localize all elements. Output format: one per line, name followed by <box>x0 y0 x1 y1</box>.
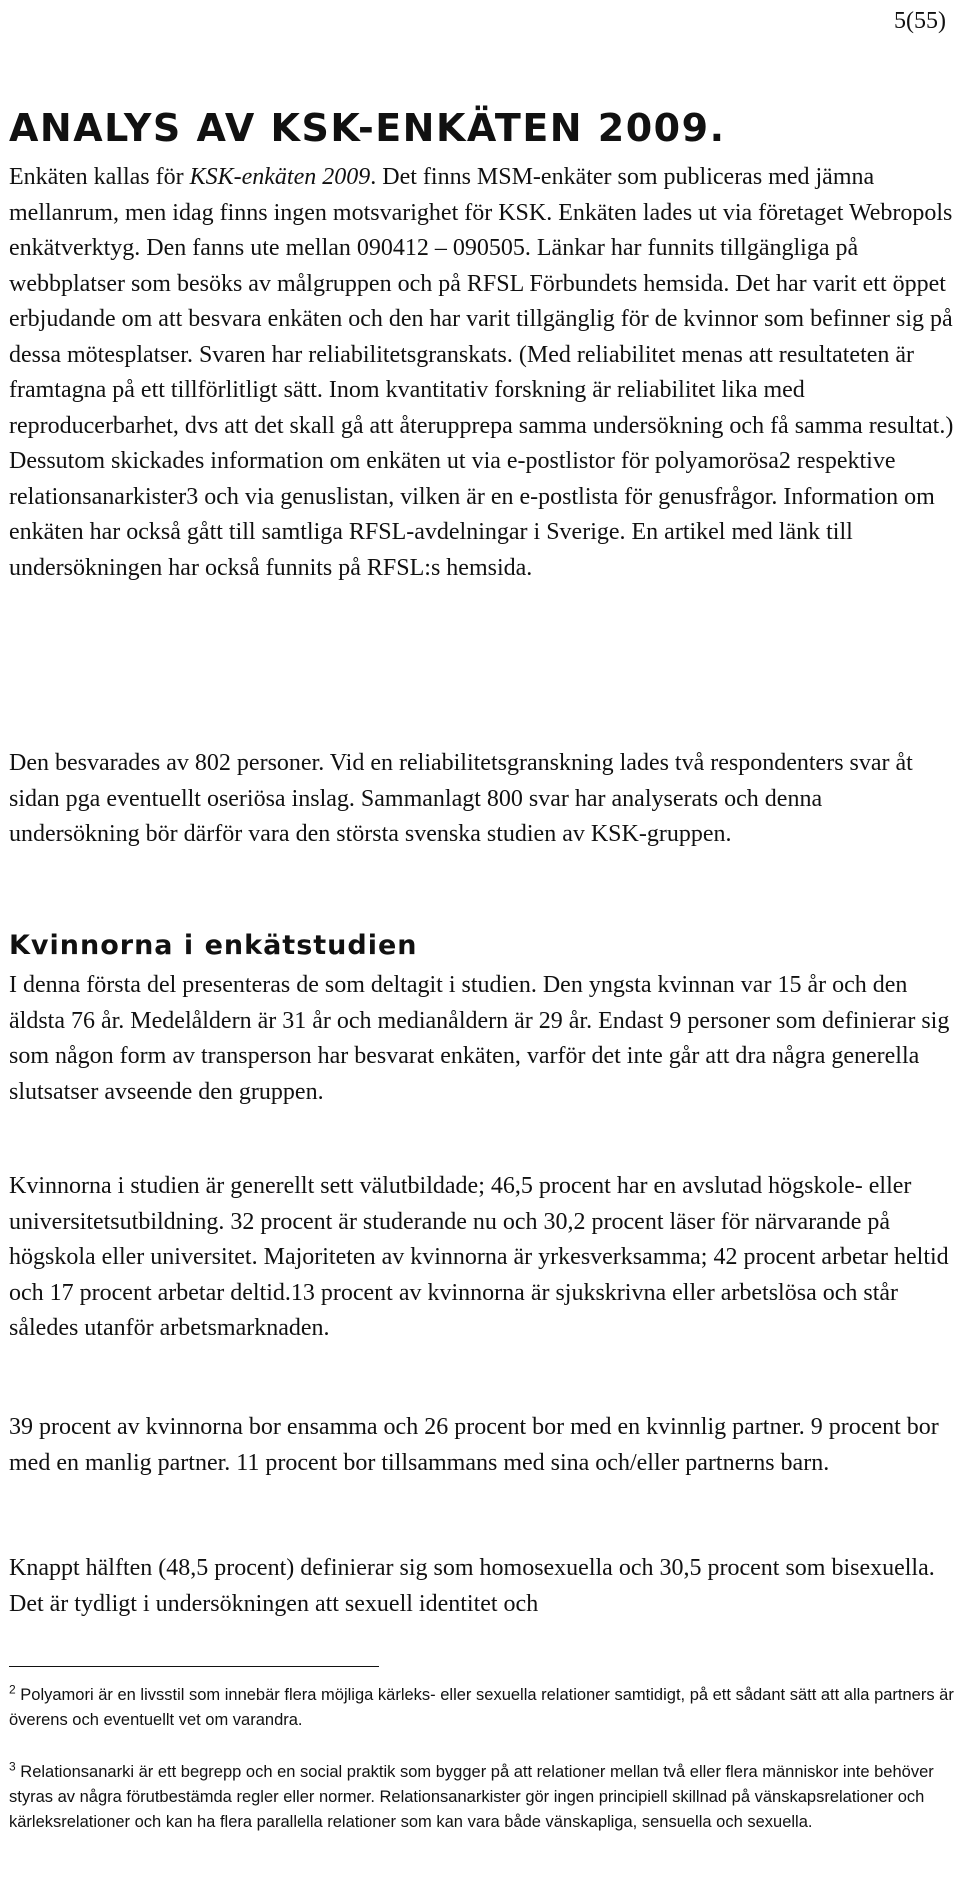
living-text: 39 procent av kvinnorna bor ensamma och 26 procent bor med en kvinnlig partner. 9 procent bor med en manlig partner. 11 procent bor tillsammans med sina och/eller partnerns barn. <box>9 1414 939 1476</box>
footnote-marker: 3 <box>9 1759 16 1774</box>
respondents-paragraph <box>9 746 957 853</box>
footnote-marker: 2 <box>9 1682 16 1697</box>
footnote-text: Polyamori är en livsstil som innebär flera möjliga kärleks- eller sexuella relationer samtidigt, på ett sådant sätt att alla partners är överens och eventuellt vet om varandra. <box>9 1686 954 1729</box>
section-paragraph-4 <box>9 1551 957 1622</box>
footnote-text: Relationsanarki är ett begrepp och en social praktik som bygger på att relationer mellan två eller flera människor inte behöver styras av några förutbestämda regler eller normer. Relationsanarkister gör ingen principiell skillnad på vänskapsrelationer och kärleksrelationer och kan ha flera parallella relationer som kan vara både vänskapliga, sensuella och sexuella. <box>9 1763 934 1831</box>
participants-text: I denna första del presenteras de som deltagit i studien. Den yngsta kvinnan var 15 år och den äldsta 76 år. Medelåldern är 31 år och medianåldern är 29 år. Endast 9 personer som definierar sig som någon form av transperson har besvarat enkäten, varför det inte går att dra några generella slutsatser avseende den gruppen. <box>9 972 950 1105</box>
footnote-2 <box>9 1683 957 1733</box>
respondents-text: Den besvarades av 802 personer. Vid en reliabilitetsgranskning lades två respondenters svar åt sidan pga eventuellt oseriösa inslag. Sammanlagt 800 svar har analyserats och denna undersökning bör därför vara den största svenska studien av KSK-gruppen. <box>9 750 913 847</box>
intro-text-rest: . Det finns MSM-enkäter som publiceras med jämna mellanrum, men idag finns ingen motsvarighet för KSK. Enkäten lades ut via företaget Webropols enkätverktyg. Den fanns ute mellan 090412 – 090505. Länkar har funnits tillgängliga på webbplatser som besöks av målgruppen och på RFSL Förbundets hemsida. Det har varit ett öppet erbjudande om att besvara enkäten och den har varit tillgänglig för de kvinnor som befinner sig på dessa mötesplatser. Svaren har reliabilitetsgranskats. (Med reliabilitet menas att resultateten är framtagna på ett tillförlitligt sätt. Inom kvantitativ forskning är reliabilitet lika med reproducerbarhet, dvs att det skall gå att återupprepa samma undersökning och få samma resultat.) Dessutom skickades information om enkäten ut via e-postlistor för polyamorösa2 respektive relationsanarkister3 och via genuslistan, vilken är en e-postlista för genusfrågor. Information om enkäten har också gått till samtliga RFSL-avdelningar i Sverige. En artikel med länk till undersökningen har också funnits på RFSL:s hemsida. <box>9 164 954 581</box>
footnote-divider <box>9 1666 379 1667</box>
section-heading: Kvinnorna i enkätstudien <box>9 930 418 961</box>
document-heading: ANALYS AV KSK-ENKÄTEN 2009. <box>9 106 726 150</box>
intro-text-start: Enkäten kallas för <box>9 164 190 190</box>
intro-paragraph <box>9 160 957 586</box>
section-paragraph-3 <box>9 1410 957 1481</box>
survey-name: KSK-enkäten 2009 <box>189 164 371 190</box>
footnote-3 <box>9 1760 957 1835</box>
education-text: Kvinnorna i studien är generellt sett välutbildade; 46,5 procent har en avslutad högskole- eller universitetsutbildning. 32 procent är studerande nu och 30,2 procent läser för närvarande på högskola eller universitet. Majoriteten av kvinnorna är yrkesverksamma; 42 procent arbetar heltid och 17 procent arbetar deltid.13 procent av kvinnorna är sjukskrivna eller arbetslösa och står således utanför arbetsmarknaden. <box>9 1173 949 1341</box>
section-paragraph-2 <box>9 1169 957 1347</box>
section-paragraph-1 <box>9 968 957 1110</box>
page-number: 5(55) <box>894 8 946 34</box>
sexuality-text: Knappt hälften (48,5 procent) definierar sig som homosexuella och 30,5 procent som bisexuella. Det är tydligt i undersökningen att sexuell identitet och <box>9 1555 935 1617</box>
